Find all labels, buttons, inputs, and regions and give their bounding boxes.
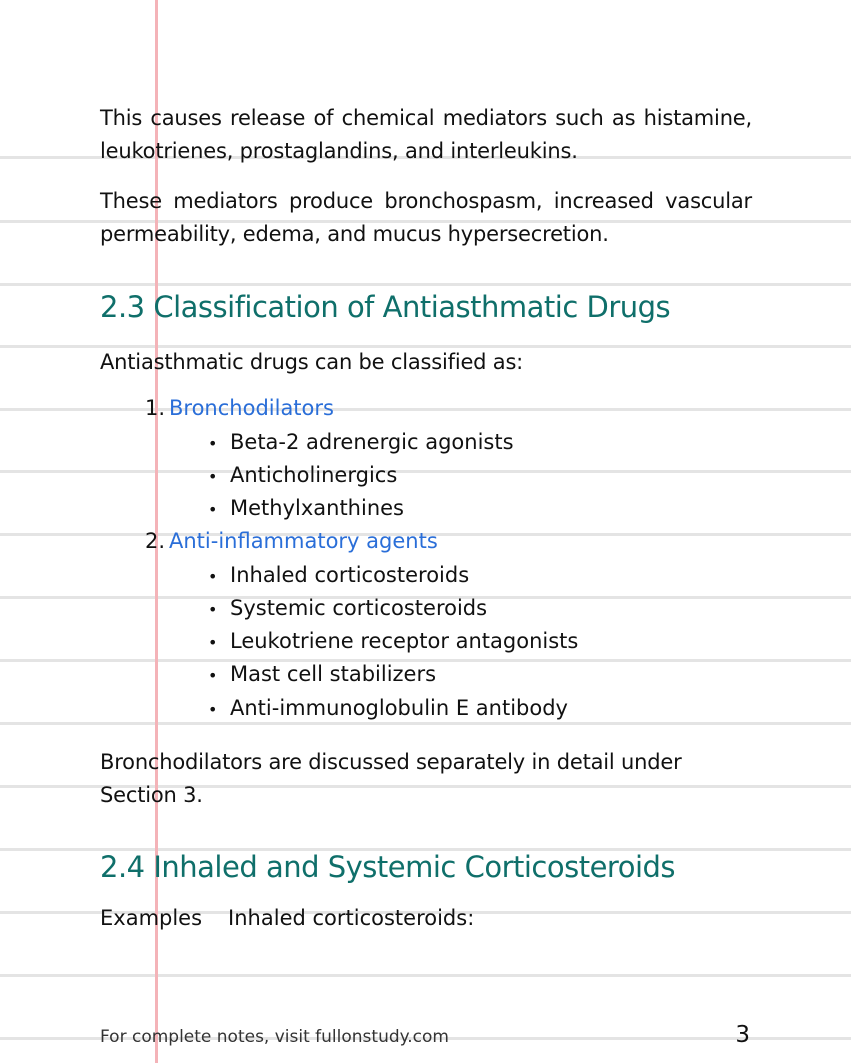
rule-line [0, 408, 851, 411]
sub-list-item [208, 629, 578, 653]
bullet-icon: • [208, 599, 218, 619]
list-number: 2. [144, 529, 165, 553]
sub-list-item [208, 696, 568, 720]
sub-list-item-text: Anticholinergics [230, 463, 398, 487]
rule-line [0, 722, 851, 725]
sub-list-item-text: Inhaled corticosteroids [230, 563, 470, 587]
paragraph-mediators-effects: These mediators produce bronchospasm, increased vascular permeability, edema, and mucus hypersecretion. [100, 189, 752, 246]
bullet-icon: • [208, 466, 218, 486]
bullet-icon: • [208, 665, 218, 685]
sub-list-item [208, 496, 404, 520]
sub-list-item [208, 463, 397, 487]
examples-text: Inhaled corticosteroids: [228, 906, 475, 930]
list-number: 1. [144, 396, 165, 420]
rule-line [0, 283, 851, 286]
paragraph-bronchodilators-note: Bronchodilators are discussed separately in detail under Section 3. [100, 750, 682, 807]
bullet-icon: • [208, 632, 218, 652]
list-item-anti-inflammatory [135, 529, 438, 553]
sub-list-item-text: Systemic corticosteroids [230, 596, 488, 620]
section-heading-2-4: 2.4 Inhaled and Systemic Corticosteroids [100, 850, 676, 884]
paragraph-mediators-release: This causes release of chemical mediators such as histamine, leukotrienes, prostaglandins, and interleukins. [100, 106, 752, 163]
rule-line [0, 974, 851, 977]
list-label: Bronchodilators [169, 396, 334, 420]
sub-list-item-text: Mast cell stabilizers [230, 662, 437, 686]
bullet-icon: • [208, 499, 218, 519]
page-number: 3 [735, 1022, 750, 1048]
list-label: Anti-inflammatory agents [169, 529, 438, 553]
examples-label: Examples [100, 906, 203, 930]
bullet-icon: • [208, 699, 218, 719]
sub-list-item-text: Methylxanthines [230, 496, 404, 520]
rule-line [0, 470, 851, 473]
bullet-icon: • [208, 566, 218, 586]
paragraph-classification-intro: Antiasthmatic drugs can be classified as: [100, 350, 524, 374]
sub-list-item [208, 662, 436, 686]
sub-list-item [208, 430, 514, 454]
bullet-icon: • [208, 433, 218, 453]
sub-list-item [208, 563, 469, 587]
sub-list-item-text: Beta-2 adrenergic agonists [230, 430, 514, 454]
sub-list-item-text: Anti-immunoglobulin E antibody [230, 696, 568, 720]
sub-list-item [208, 596, 487, 620]
section-heading-2-3: 2.3 Classification of Antiasthmatic Drugs [100, 290, 671, 324]
list-item-bronchodilators [135, 396, 334, 420]
footer-link-text: For complete notes, visit fullonstudy.com [100, 1027, 449, 1047]
sub-list-item-text: Leukotriene receptor antagonists [230, 629, 579, 653]
examples-line [100, 906, 474, 930]
